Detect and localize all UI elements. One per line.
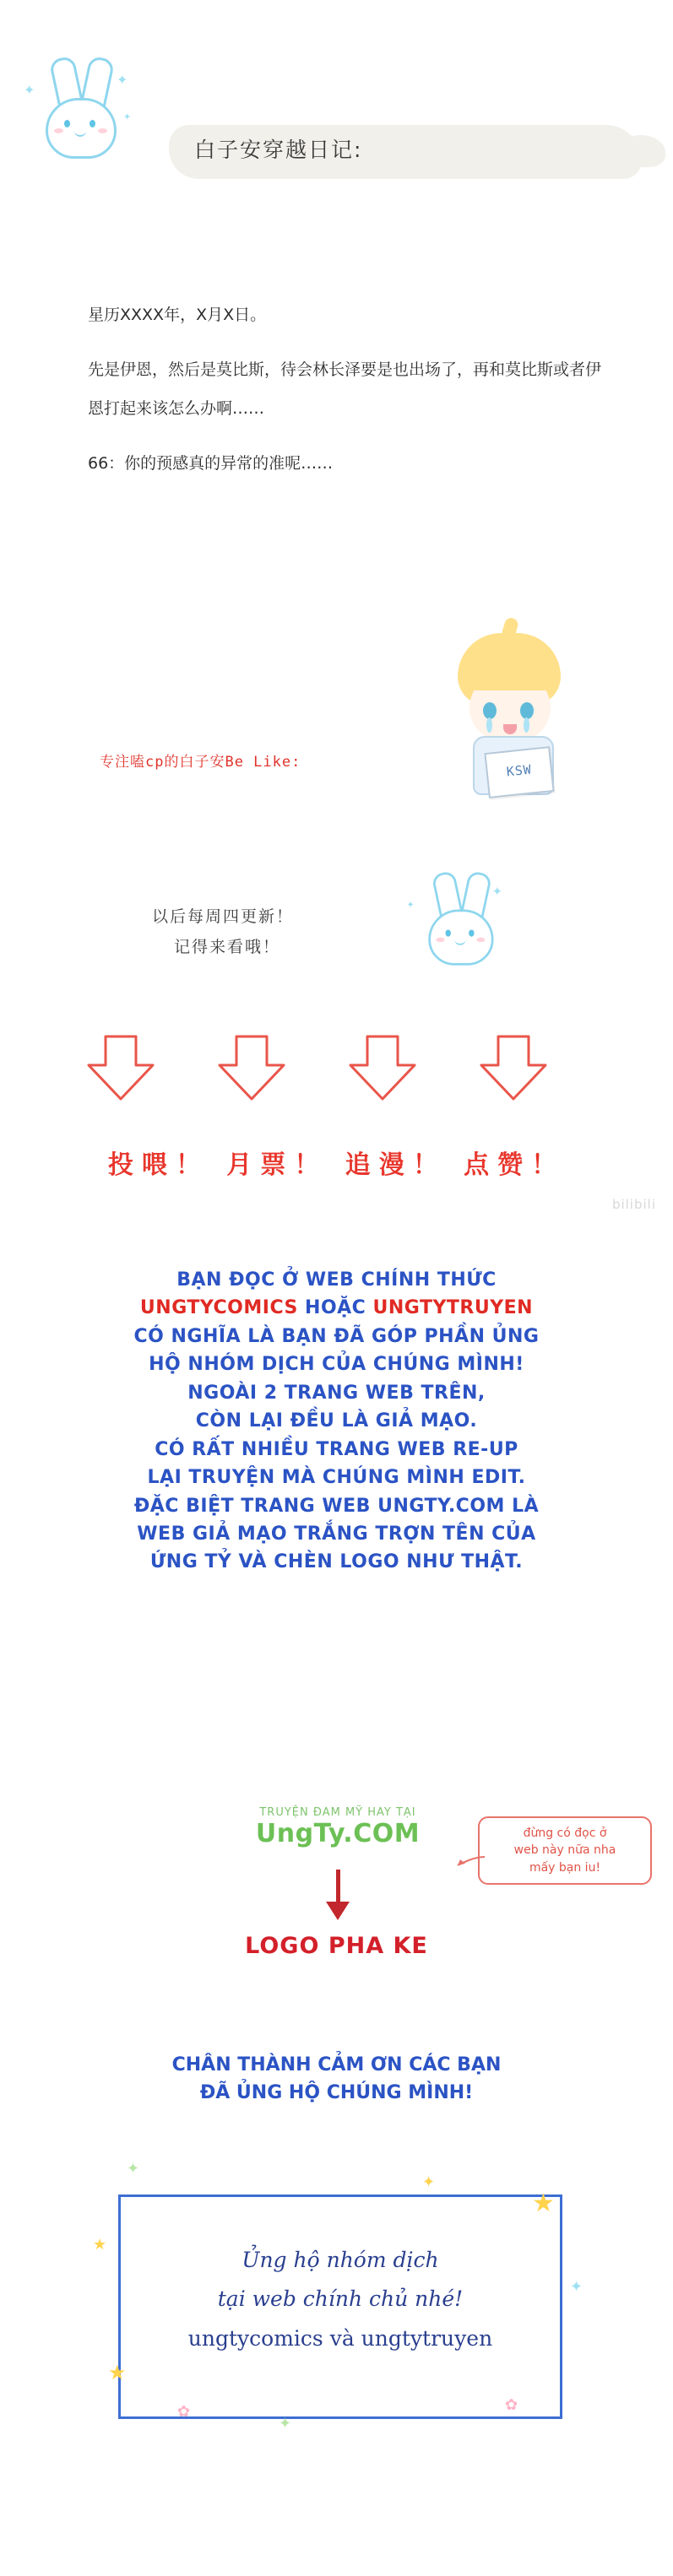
arrow-row xyxy=(0,1030,673,1114)
star-icon: ✦ xyxy=(491,885,503,899)
bubble-line-1: đừng có đọc ở xyxy=(523,1826,607,1840)
rabbit-mascot-icon-secondary xyxy=(402,874,518,975)
frame-line-1: Ủng hộ nhóm dịch xyxy=(242,2248,439,2272)
notice-line-11: ỨNG TỶ VÀ CHÈN LOGO NHƯ THẬT. xyxy=(149,1551,524,1573)
fake-logo-tagline: TRUYỆN ĐAM MỸ HAY TẠI xyxy=(259,1806,416,1819)
thanks-message xyxy=(0,2051,673,2107)
be-like-caption: 专注嗑cp的白子安Be Like: xyxy=(100,754,301,771)
diary-line-2: 先是伊恩，然后是莫比斯，待会林长泽要是也出场了，再和莫比斯或者伊恩打起来该怎么办啊…… xyxy=(88,360,602,419)
diary-text-block xyxy=(88,295,611,498)
star-decoration-icon: ✦ xyxy=(127,2160,140,2177)
header-banner xyxy=(0,51,673,169)
frame-line-2: tại web chính chủ nhé! xyxy=(217,2286,464,2312)
chibi-character-illustration xyxy=(439,625,616,819)
notice-line-10: WEB GIẢ MẠO TRẮNG TRỢN TÊN CỦA xyxy=(137,1523,536,1545)
watermark-label: bilibili xyxy=(611,1197,656,1212)
diary-line-1: 星历XXXX年，X月X日。 xyxy=(88,306,267,324)
star-decoration-icon: ★ xyxy=(93,2236,107,2253)
notice-line-8: LẠI TRUYỆN MÀ CHÚNG MÌNH EDIT. xyxy=(147,1467,526,1489)
rabbit-mascot-icon xyxy=(17,59,144,169)
cta-support-line: 投喂！ 月票！ 追漫！ 点赞！ xyxy=(107,1150,566,1180)
notice-conjunction: HOẶC xyxy=(305,1297,366,1319)
star-decoration-icon: ★ xyxy=(108,2362,127,2384)
notice-line-1: BẠN ĐỌC Ở WEB CHÍNH THỨC xyxy=(176,1269,497,1291)
diary-line-3: 66：你的预感真的异常的准呢…… xyxy=(88,453,334,473)
star-decoration-icon: ✿ xyxy=(177,2403,191,2420)
star-decoration-icon: ✦ xyxy=(279,2415,292,2432)
notice-line-6: CÒN LẠI ĐỀU LÀ GIẢ MẠO. xyxy=(195,1410,478,1432)
official-site-notice xyxy=(0,1266,673,1577)
update-note-line-1: 以后每周四更新！ xyxy=(152,907,295,926)
bubble-line-3: mấy bạn iu! xyxy=(529,1860,601,1875)
fake-logo-sample xyxy=(211,1806,464,1848)
site-name-secondary: UNGTYTRUYEN xyxy=(372,1297,534,1319)
star-decoration-icon: ✦ xyxy=(422,2173,436,2190)
warning-speech-bubble xyxy=(478,1816,652,1885)
notice-line-7: CÓ RẤT NHIỀU TRANG WEB RE-UP xyxy=(155,1438,518,1460)
update-note-line-2: 记得来看哦！ xyxy=(174,938,281,957)
notice-line-2 xyxy=(0,1294,673,1322)
down-arrow-icons xyxy=(0,1030,673,1114)
support-frame xyxy=(118,2194,562,2419)
star-decoration-icon: ✦ xyxy=(570,2278,583,2295)
star-icon: ✦ xyxy=(406,899,415,911)
bubble-line-2: web này nữa nha xyxy=(513,1843,616,1858)
star-decoration-icon: ✿ xyxy=(505,2396,518,2413)
notice-line-3: CÓ NGHĨA LÀ BẠN ĐÃ GÓP PHẦN ỦNG xyxy=(133,1325,540,1347)
page-title: 白子安穿越日记: xyxy=(194,138,363,162)
thanks-line-1: CHÂN THÀNH CẢM ƠN CÁC BẠN xyxy=(171,2054,502,2075)
star-icon: ✦ xyxy=(117,73,128,88)
notice-line-9: ĐẶC BIỆT TRANG WEB UNGTY.COM LÀ xyxy=(133,1495,540,1517)
thanks-line-2: ĐÃ ỦNG HỘ CHÚNG MÌNH! xyxy=(199,2082,474,2103)
sign-text: KSW xyxy=(505,761,533,780)
held-sign xyxy=(484,746,554,798)
star-icon: ✦ xyxy=(123,112,132,122)
fake-logo-name: UngTy.COM xyxy=(255,1819,421,1848)
fake-logo-label: LOGO PHA KE xyxy=(245,1933,428,1959)
down-arrow-to-fake-logo-icon xyxy=(331,1870,345,1918)
star-icon: ✦ xyxy=(24,84,35,98)
frame-line-3: ungtycomics và ungtytruyen xyxy=(187,2325,493,2351)
site-name-primary: UNGTYCOMICS xyxy=(139,1297,298,1319)
bubble-pointer-icon xyxy=(456,1854,485,1869)
star-decoration-icon: ★ xyxy=(532,2189,555,2217)
notice-line-5: NGOÀI 2 TRANG WEB TRÊN, xyxy=(187,1382,486,1404)
support-frame-text xyxy=(121,2241,560,2358)
notice-line-4: HỘ NHÓM DỊCH CỦA CHÚNG MÌNH! xyxy=(149,1354,524,1376)
update-schedule-note xyxy=(152,901,431,962)
